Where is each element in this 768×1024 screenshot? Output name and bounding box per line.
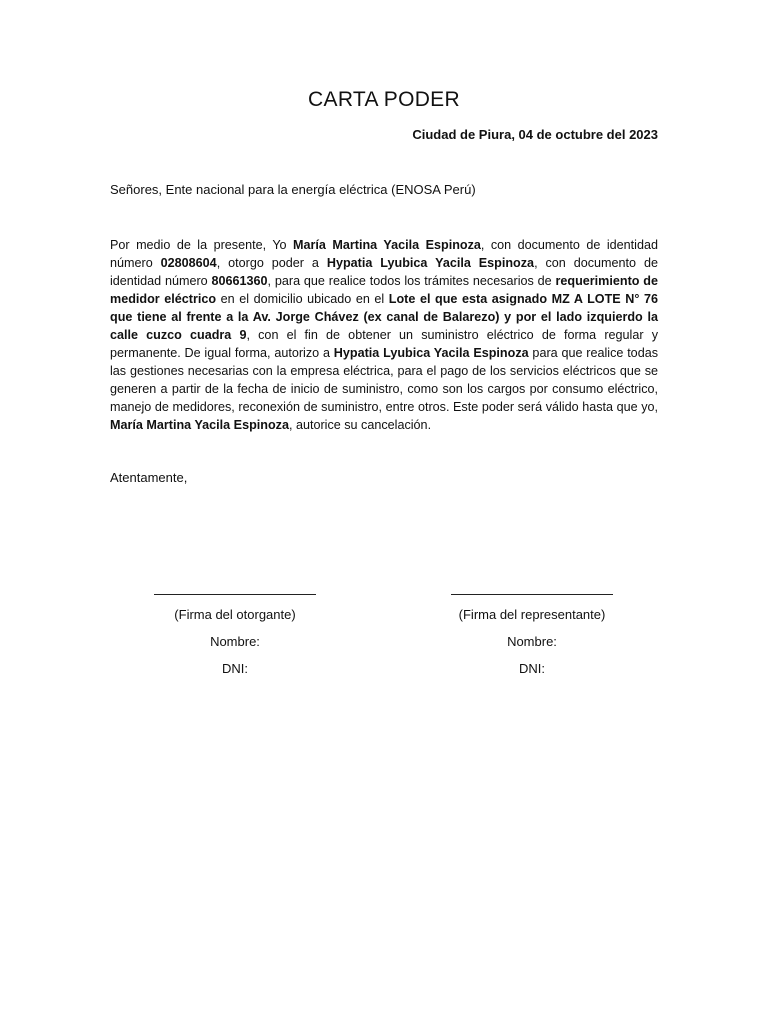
signature-line (451, 580, 613, 595)
body-text-segment: , con el fin de obtener un suministro eléctrico de forma regular y permanente. De igual forma, autorizo a (110, 328, 658, 360)
representative-name: Hypatia Lyubica Yacila Espinoza (333, 346, 529, 360)
signature-name-label: Nombre: (210, 634, 260, 649)
grantor-name: María Martina Yacila Espinoza (293, 238, 481, 252)
signature-role: (Firma del otorgante) (174, 607, 296, 622)
body-text-segment: , para que realice todos los trámites necesarios de (267, 274, 556, 288)
addressee-line: Señores, Ente nacional para la energía eléctrica (ENOSA Perú) (110, 182, 476, 197)
body-text-segment: Por medio de la presente, Yo (110, 238, 294, 252)
body-text-segment: en el domicilio ubicado en el (216, 292, 389, 306)
property-address: Lote el que esta asignado MZ A LOTE N° 76 que tiene al frente a la Av. Jorge Chávez (ex canal de Balarezo) y por el lado izquierdo la calle cuzco cuadra 9 (110, 292, 658, 342)
body-paragraph (110, 236, 658, 434)
signature-dni-label: DNI: (222, 661, 248, 676)
signature-role: (Firma del representante) (458, 607, 606, 622)
representative-name: Hypatia Lyubica Yacila Espinoza (326, 256, 535, 270)
closing-line: Atentamente, (110, 470, 188, 485)
signature-line (154, 580, 316, 595)
date-line: Ciudad de Piura, 04 de octubre del 2023 (412, 127, 658, 142)
grantor-signature-block (115, 580, 355, 676)
body-text-segment: , autorice su cancelación. (288, 418, 432, 432)
signature-name-label: Nombre: (507, 634, 557, 649)
body-text-segment: , otorgo poder a (216, 256, 327, 270)
representative-signature-block (412, 580, 652, 676)
signature-dni-label: DNI: (519, 661, 545, 676)
procedure-name: requerimiento de medidor eléctrico (110, 274, 658, 306)
body-text-segment: , con documento de identidad número (110, 256, 658, 288)
document-title: CARTA PODER (308, 88, 460, 111)
body-text-segment: , con documento de identidad número (110, 238, 658, 270)
representative-dni: 80661360 (211, 274, 268, 288)
body-text-segment: para que realice todas las gestiones necesarias con la empresa eléctrica, para el pago de los servicios eléctricos que se generen a partir de la fecha de inicio de suministro, como son los cargos por consumo eléctrico, manejo de medidores, reconexión de suministro, entre otros. Este poder será válido hasta que yo, (110, 346, 658, 414)
grantor-dni: 02808604 (160, 256, 217, 270)
grantor-name: María Martina Yacila Espinoza (110, 418, 289, 432)
